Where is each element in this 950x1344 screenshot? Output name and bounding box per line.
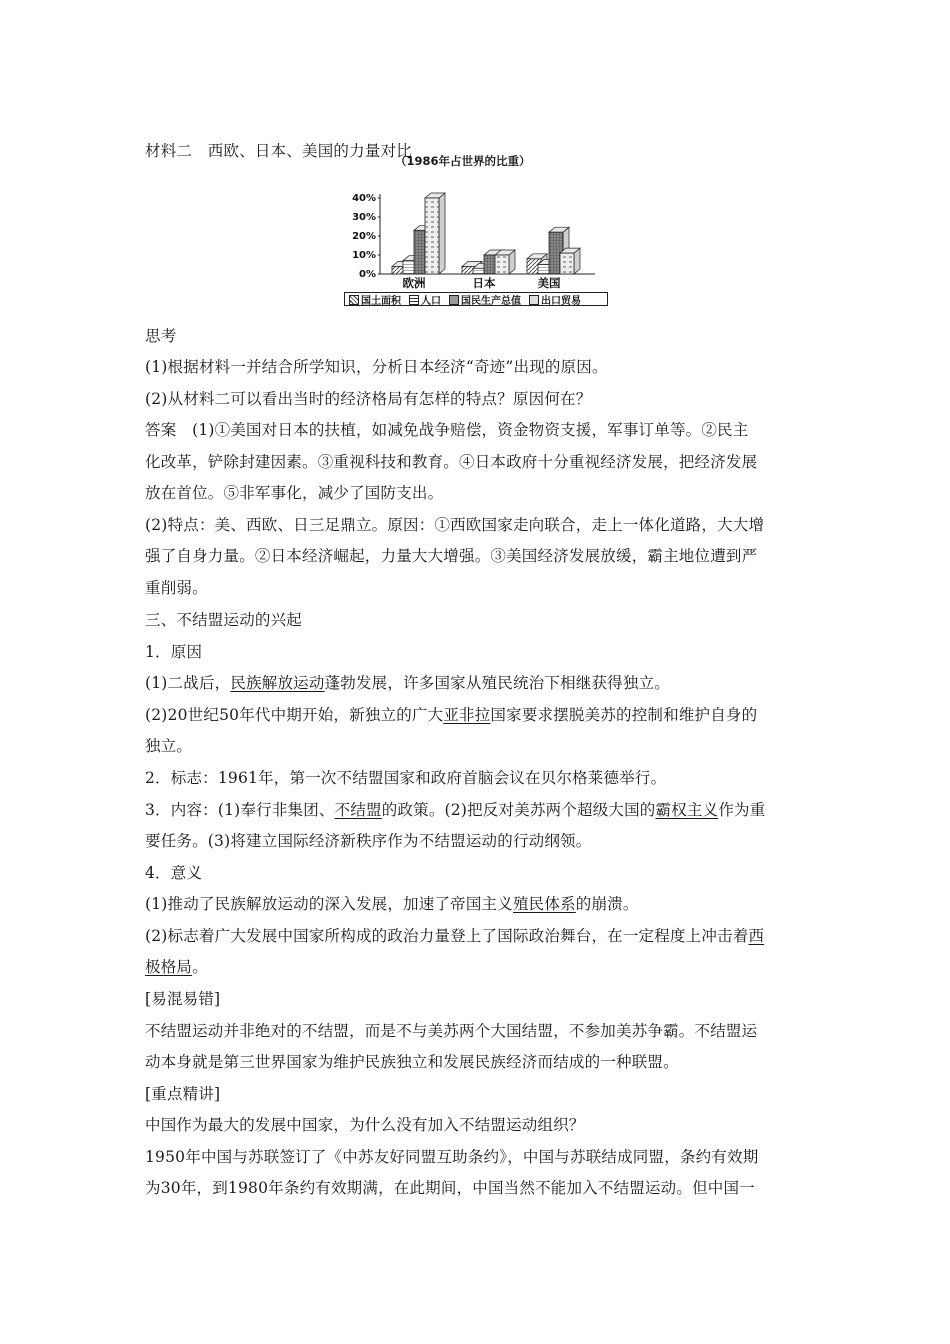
bar (495, 255, 509, 274)
material-title: 材料二 西欧、日本、美国的力量对比 (145, 142, 412, 160)
answer-line: 放在首位。⑤非军事化，减少了国防支出。 (145, 484, 444, 502)
legend-item-gnp: 国民生产总值 (449, 292, 521, 307)
confusion-text: 不结盟运动并非绝对的不结盟，而是不与美苏两个大国结盟，不参加美苏争霸。不结盟运 (145, 1022, 758, 1040)
question-2: (2)从材料二可以看出当时的经济格局有怎样的特点？原因何在？ (145, 390, 592, 408)
x-tick-label: 欧洲 (402, 276, 426, 290)
legend-item-population: 人口 (409, 292, 441, 307)
key-points-heading: [重点精讲] (145, 1085, 221, 1103)
think-heading: 思考 (145, 327, 177, 345)
y-tick-label: 10% (352, 250, 376, 261)
y-tick-label: 0% (359, 269, 376, 280)
bar (560, 253, 574, 274)
key-text: 1950年中国与苏联签订了《中苏友好同盟互助条约》，中国与苏联结成同盟，条约有效期 (145, 1148, 759, 1166)
bar (425, 198, 439, 274)
answer-line: (2)特点：美、西欧、日三足鼎立。原因：①西欧国家走向联合，走上一体化道路，大大增 (145, 516, 765, 534)
content-line: 3．内容：(1)奉行非集团、不结盟的政策。(2)把反对美苏两个超级大国的霸权主义作为重 (145, 801, 766, 819)
cause-2: (2)20世纪50年代中期开始，新独立的广大亚非拉国家要求摆脱美苏的控制和维护自身的 (145, 706, 758, 724)
answer-line: 化改革，铲除封建因素。③重视科技和教育。④日本政府十分重视经济发展，把经济发展 (145, 453, 758, 471)
key-question: 中国作为最大的发展中国家，为什么没有加入不结盟运动组织？ (145, 1116, 585, 1134)
confusion-heading: [易混易错] (145, 990, 221, 1008)
significance-heading: 4．意义 (145, 864, 203, 882)
confusion-text: 动本身就是第三世界国家为维护民族独立和发展民族经济而结成的一种联盟。 (145, 1053, 679, 1071)
answer-line: 重削弱。 (145, 579, 208, 597)
y-tick-label: 30% (352, 212, 376, 223)
cause-2-cont: 独立。 (145, 737, 193, 755)
cause-1: (1)二战后，民族解放运动蓬勃发展，许多国家从殖民统治下相继获得独立。 (145, 674, 670, 692)
chart-legend (344, 292, 608, 306)
significance-2-cont: 极格局。 (145, 958, 208, 976)
bar-side (439, 193, 445, 274)
legend-item-area: 国土面积 (349, 292, 401, 307)
key-text: 为30年，到1980年条约有效期满，在此期间，中国当然不能加入不结盟运动。但中国一 (145, 1179, 755, 1197)
mark-line: 2．标志：1961年，第一次不结盟国家和政府首脑会议在贝尔格莱德举行。 (145, 769, 667, 787)
legend-item-export: 出口贸易 (529, 292, 581, 307)
chart-caption: （1986年占世界的比重） (395, 154, 531, 168)
subheading-cause: 1．原因 (145, 643, 203, 661)
answer-line: 强了自身力量。②日本经济崛起，力量大大增强。③美国经济发展放缓，霸主地位遭到严 (145, 547, 758, 565)
bar-chart (340, 150, 610, 310)
x-tick-label: 日本 (472, 276, 496, 290)
y-tick-label: 20% (352, 231, 376, 242)
content-line-cont: 要任务。(3)将建立国际经济新秩序作为不结盟运动的行动纲领。 (145, 832, 592, 850)
x-tick-label: 美国 (537, 276, 561, 290)
question-1: (1)根据材料一并结合所学知识，分析日本经济“奇迹”出现的原因。 (145, 358, 608, 376)
section-heading: 三、不结盟运动的兴起 (145, 611, 303, 629)
significance-2: (2)标志着广大发展中国家所构成的政治力量登上了国际政治舞台，在一定程度上冲击着西 (145, 927, 765, 945)
answer-line: 答案 (1)①美国对日本的扶植，如减免战争赔偿，资金物资支援，军事订单等。②民主 (145, 421, 749, 439)
significance-1: (1)推动了民族解放运动的深入发展，加速了帝国主义殖民体系的崩溃。 (145, 895, 639, 913)
chart-svg (340, 150, 610, 295)
y-tick-label: 40% (352, 193, 376, 204)
